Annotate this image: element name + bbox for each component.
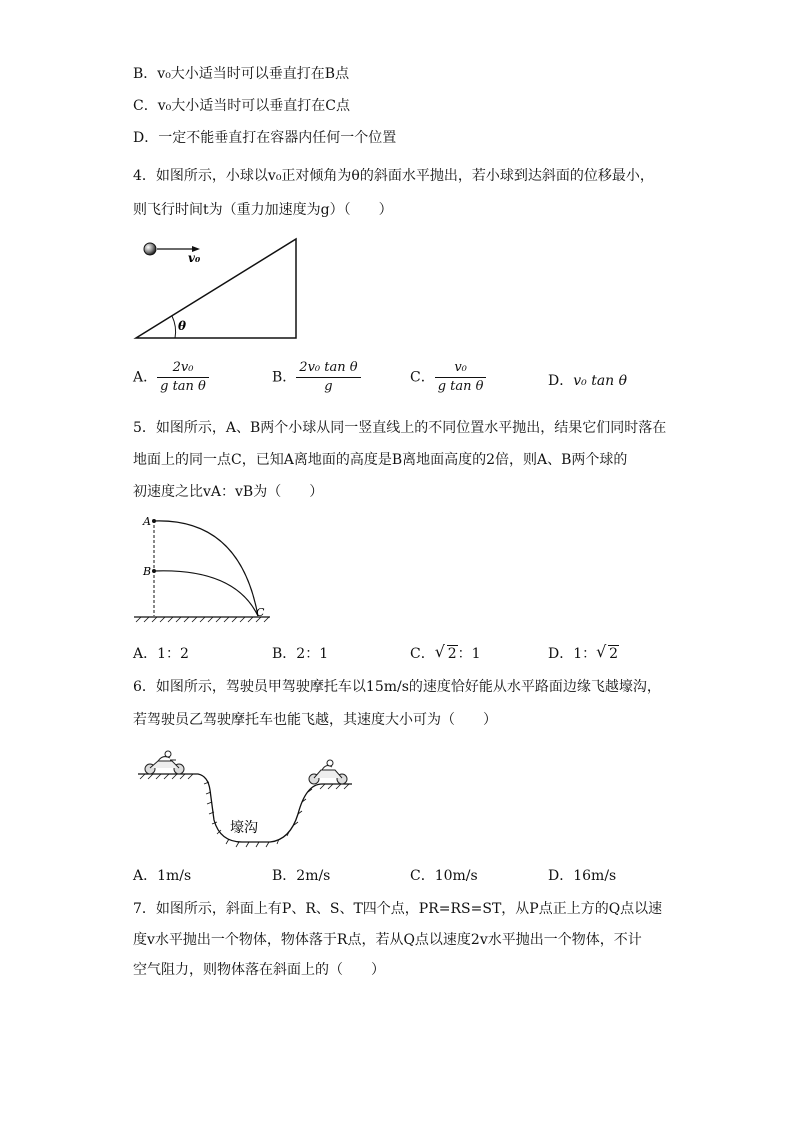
point-b bbox=[152, 569, 156, 573]
q4-option-b-fraction bbox=[296, 359, 360, 396]
point-a bbox=[152, 519, 156, 523]
q4-option-d-label: D． bbox=[548, 373, 574, 389]
q3-option-c: C．v₀大小适当时可以垂直打在C点 bbox=[133, 98, 350, 114]
q7-stem-line1: 7．如图所示，斜面上有P、R、S、T四个点，PR=RS=ST，从P点正上方的Q点以速 bbox=[133, 901, 663, 917]
q4-option-c-label: C． bbox=[410, 369, 435, 386]
q4-option-a-label: A． bbox=[133, 369, 158, 386]
motorcycle-right-icon bbox=[309, 760, 347, 784]
label-a: A bbox=[143, 515, 151, 528]
motorcycle-left-icon bbox=[145, 751, 184, 774]
label-b: B bbox=[143, 565, 152, 578]
incline-triangle bbox=[136, 239, 296, 338]
angle-arc bbox=[172, 316, 176, 338]
trajectory-b bbox=[154, 571, 258, 616]
sqrt-symbol: √ 2 bbox=[434, 642, 457, 662]
q5-stem-line2: 地面上的同一点C，已知A离地面的高度是B离地面高度的2倍，则A、B两个球的 bbox=[133, 452, 628, 468]
q4-option-a-numerator: 2v₀ bbox=[157, 359, 209, 378]
q4-option-a bbox=[133, 359, 209, 396]
q4-option-d bbox=[548, 371, 627, 391]
left-ground-hatching bbox=[140, 774, 193, 779]
sqrt-symbol: √ 2 bbox=[596, 642, 619, 662]
q4-option-c-denominator: g tan θ bbox=[437, 379, 484, 394]
q7-stem-line2: 度v水平抛出一个物体，物体落于R点，若从Q点以速度2v水平抛出一个物体，不计 bbox=[133, 932, 642, 948]
q4-option-b-label: B． bbox=[272, 369, 297, 386]
q6-option-b: B．2m/s bbox=[272, 868, 331, 884]
q6-stem-line2: 若驾驶员乙驾驶摩托车也能飞越，其速度大小可为（ ） bbox=[133, 712, 497, 728]
q5-option-c-label: C． bbox=[410, 646, 435, 662]
q4-option-c-fraction bbox=[435, 359, 487, 396]
q6-option-a: A．1m/s bbox=[133, 868, 192, 884]
ditch-label: 壕沟 bbox=[230, 820, 258, 836]
ditch-wall-hatching bbox=[204, 782, 312, 847]
q4-option-d-value: v₀ tan θ bbox=[573, 373, 628, 389]
ground-hatching bbox=[136, 617, 269, 622]
q4-option-a-fraction bbox=[157, 359, 209, 396]
q5-option-d-radicand: 2 bbox=[609, 646, 619, 662]
q6-ditch-figure bbox=[130, 748, 360, 848]
q5-option-c-tail: ：1 bbox=[457, 646, 481, 662]
right-ground-hatching bbox=[320, 784, 349, 789]
q3-option-b: B．v₀大小适当时可以垂直打在B点 bbox=[133, 66, 350, 82]
q5-stem-line3: 初速度之比vA：vB为（ ） bbox=[133, 484, 324, 500]
q3-option-d: D．一定不能垂直打在容器内任何一个位置 bbox=[133, 130, 397, 146]
ball bbox=[144, 243, 156, 255]
q5-stem-line1: 5．如图所示，A、B两个小球从同一竖直线上的不同位置水平抛出，结果它们同时落在 bbox=[133, 420, 667, 436]
q5-option-c-radicand: 2 bbox=[447, 646, 457, 662]
q7-stem-line3: 空气阻力，则物体落在斜面上的（ ） bbox=[133, 962, 385, 978]
q6-stem-line1: 6．如图所示，驾驶员甲驾驶摩托车以15m/s的速度恰好能从水平路面边缘飞越壕沟， bbox=[133, 679, 661, 695]
q4-stem-line2: 则飞行时间t为（重力加速度为g）（ ） bbox=[133, 202, 393, 218]
q5-option-d-label: D．1： bbox=[548, 646, 597, 662]
label-c: C bbox=[256, 606, 265, 619]
q5-option-a: A．1：2 bbox=[133, 646, 189, 662]
q4-option-c-numerator: v₀ bbox=[435, 359, 487, 378]
v0-label: v₀ bbox=[188, 251, 201, 265]
q4-option-b-denominator: g bbox=[324, 379, 333, 394]
q4-option-c bbox=[410, 359, 486, 396]
q6-option-c: C．10m/s bbox=[410, 868, 478, 884]
trajectory-a bbox=[154, 521, 258, 616]
q4-option-b-numerator: 2v₀ tan θ bbox=[296, 359, 360, 378]
q4-stem-line1: 4．如图所示，小球以v₀正对倾角为θ的斜面水平抛出，若小球到达斜面的位移最小， bbox=[133, 168, 654, 184]
q5-option-c bbox=[410, 644, 481, 664]
q5-trajectory-figure bbox=[130, 510, 280, 626]
q5-option-d bbox=[548, 644, 619, 664]
theta-label: θ bbox=[178, 319, 187, 333]
q5-option-b: B．2：1 bbox=[272, 646, 329, 662]
q6-option-d: D．16m/s bbox=[548, 868, 617, 884]
q4-option-b bbox=[272, 359, 361, 396]
q4-incline-figure bbox=[130, 232, 310, 344]
q4-option-a-denominator: g tan θ bbox=[160, 379, 206, 394]
